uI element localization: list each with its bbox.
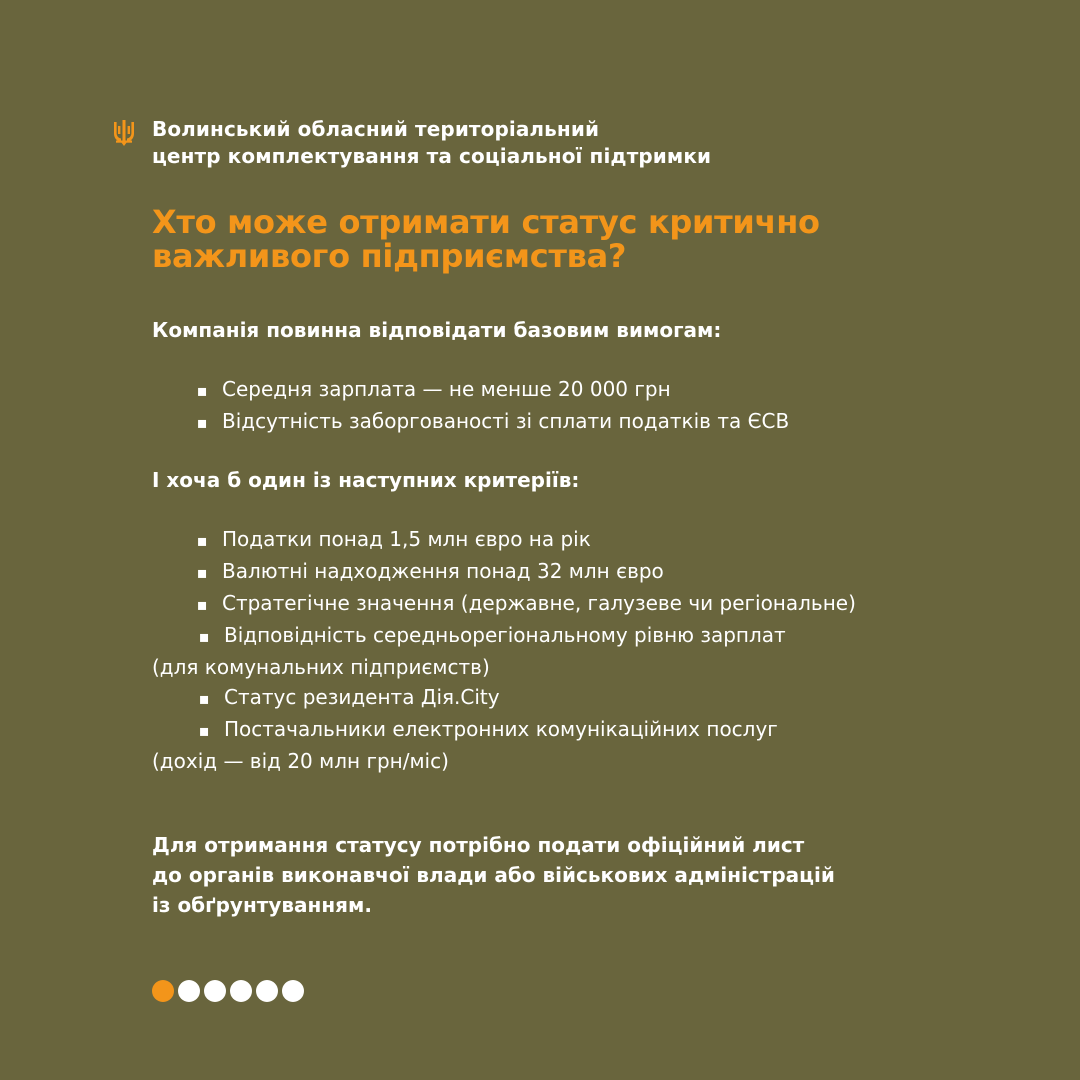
bullet-icon: ▪ bbox=[198, 721, 210, 740]
list-item-text: Постачальники електронних комунікаційних послуг bbox=[224, 717, 778, 741]
list-item-text: Податки понад 1,5 млн євро на рік bbox=[222, 527, 591, 551]
pagination-dot[interactable] bbox=[178, 980, 200, 1002]
note-line-1: Для отримання статусу потрібно подати офіційний лист bbox=[152, 833, 805, 857]
list-item bbox=[152, 524, 856, 556]
header bbox=[112, 116, 711, 170]
org-line-2: центр комплектування та соціальної підтримки bbox=[152, 144, 712, 168]
title-line-1: Хто може отримати статус критично bbox=[152, 203, 820, 241]
list-item-text: Відповідність середньорегіональному рівню зарплат bbox=[224, 623, 786, 647]
org-line-1: Волинський обласний територіальний bbox=[152, 117, 600, 141]
list-item bbox=[152, 682, 856, 714]
list-item-continuation bbox=[152, 746, 856, 776]
list-item-text: Валютні надходження понад 32 млн євро bbox=[222, 559, 664, 583]
bullet-icon: ▪ bbox=[196, 381, 208, 400]
criteria-list bbox=[152, 524, 856, 776]
list-item-text: (дохід — від 20 млн грн/міс) bbox=[152, 749, 449, 773]
pagination-dot[interactable] bbox=[282, 980, 304, 1002]
pagination-dot[interactable] bbox=[256, 980, 278, 1002]
base-requirements-heading: Компанія повинна відповідати базовим вимогам: bbox=[152, 318, 722, 342]
list-item bbox=[152, 374, 789, 406]
list-item-text: Відсутність заборгованості зі сплати податків та ЄСВ bbox=[222, 409, 790, 433]
pagination-dot-active[interactable] bbox=[152, 980, 174, 1002]
bullet-icon: ▪ bbox=[196, 563, 208, 582]
note-line-3: із обґрунтуванням. bbox=[152, 893, 372, 917]
bullet-icon: ▪ bbox=[196, 595, 208, 614]
list-item bbox=[152, 714, 856, 746]
list-item bbox=[152, 588, 856, 620]
bullet-icon: ▪ bbox=[196, 413, 208, 432]
list-item bbox=[152, 556, 856, 588]
list-item-text: (для комунальних підприємств) bbox=[152, 655, 490, 679]
note-line-2: до органів виконавчої влади або військових адміністрацій bbox=[152, 863, 835, 887]
list-item bbox=[152, 620, 856, 652]
pagination-dot[interactable] bbox=[230, 980, 252, 1002]
bullet-icon: ▪ bbox=[196, 531, 208, 550]
pagination-dots bbox=[152, 980, 304, 1002]
pagination-dot[interactable] bbox=[204, 980, 226, 1002]
bullet-icon: ▪ bbox=[198, 689, 210, 708]
list-item-text: Стратегічне значення (державне, галузеве чи регіональне) bbox=[222, 591, 856, 615]
title-line-2: важливого підприємства? bbox=[152, 237, 627, 275]
criteria-heading: І хоча б один із наступних критеріїв: bbox=[152, 468, 580, 492]
base-requirements-list bbox=[152, 374, 789, 438]
list-item-text: Статус резидента Дія.City bbox=[224, 685, 500, 709]
trident-icon bbox=[112, 120, 136, 148]
organization-name bbox=[152, 116, 711, 170]
bullet-icon: ▪ bbox=[198, 627, 210, 646]
application-note bbox=[152, 830, 835, 920]
page-title bbox=[152, 205, 820, 273]
list-item-continuation bbox=[152, 652, 856, 682]
list-item bbox=[152, 406, 789, 438]
list-item-text: Середня зарплата — не менше 20 000 грн bbox=[222, 377, 671, 401]
